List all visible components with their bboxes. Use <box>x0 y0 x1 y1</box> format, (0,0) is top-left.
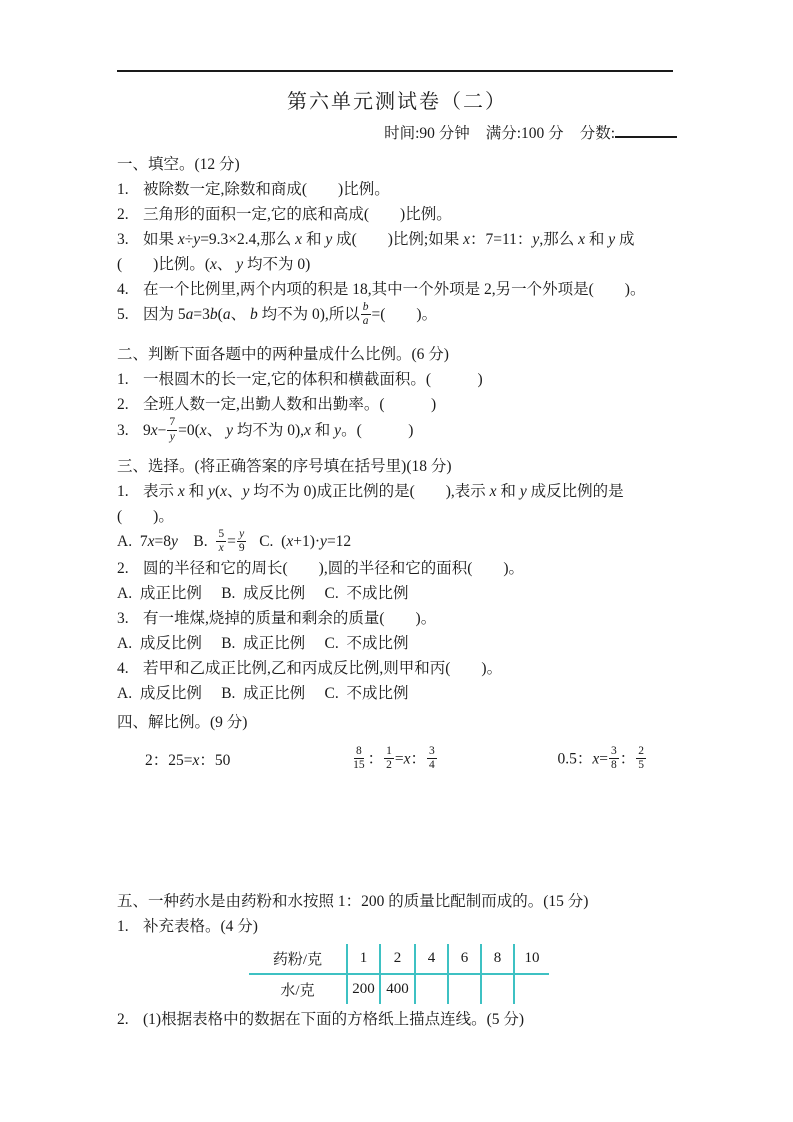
item-number: 3. <box>117 231 129 248</box>
item-text: 一根圆木的长一定,它的体积和横截面积。( ) <box>143 371 483 389</box>
choice-q1 <box>117 479 677 529</box>
section2-heading: 二、判断下面各题中的两种量成什么比例。(6 分) <box>117 346 449 364</box>
choice-q4-options <box>117 681 677 706</box>
solve-eq-3: 0.5：x= $\frac{3}{8}$ ： $\frac{2}{5}$ <box>557 744 644 771</box>
item-text: 有一堆煤,烧掉的质量和剩余的质量( )。 <box>143 610 437 628</box>
content-column <box>117 0 677 1032</box>
item-number: 4. <box>117 281 129 298</box>
item-number: 2. <box>117 396 129 414</box>
choice-q2-options <box>117 581 677 606</box>
item-text: 全班人数一定,出勤人数和出勤率。( ) <box>143 396 437 414</box>
choice-q3-options <box>117 631 677 656</box>
equations-row <box>117 735 677 777</box>
item-text: 若甲和乙成正比例,乙和丙成反比例,则甲和丙( )。 <box>143 660 503 678</box>
item-number: 1. <box>117 482 129 500</box>
powder-row <box>249 944 549 974</box>
dosage-table <box>249 944 549 1004</box>
options-text: A. 7x=8y B. $\frac{5}{x}$ = $\frac{y}{9}$ C. (x+1)·y=12 <box>117 527 352 555</box>
item-text: 在一个比例里,两个内项的积是 18,其中一个外项是 2,另一个外项是( )。 <box>143 281 646 298</box>
item-number: 1. <box>117 918 129 936</box>
solve-eq-2: $\frac{8}{15}$ ： $\frac{1}{2}$ =x： $\frac{3}{4}$ <box>353 744 435 771</box>
time-label: 时间:90 分钟 <box>384 125 470 142</box>
item-text: 因为 5a=3b(a、 b 均不为 0),所以 $\frac{b}{a}$ =( )。 <box>143 301 438 328</box>
choice-q2 <box>117 556 677 581</box>
fill-q3-line1 <box>117 227 677 252</box>
options-text: A. 成反比例 B. 成正比例 C. 不成比例 <box>117 685 409 703</box>
water-row-label: 水/克 <box>280 983 315 1000</box>
page-title: 第六单元测试卷（二） <box>287 91 507 113</box>
water-blank-cell[interactable] <box>448 974 481 1004</box>
solve-eq-1: 2：25=x：50 <box>145 752 231 770</box>
powder-value-cell: 4 <box>415 944 448 974</box>
score-blank[interactable] <box>615 121 677 138</box>
section-choice <box>117 454 677 706</box>
item-number: 4. <box>117 660 129 678</box>
section1-heading: 一、填空。(12 分) <box>117 156 240 173</box>
section5-heading: 五、一种药水是由药粉和水按照 1：200 的质量比配制而成的。(15 分) <box>117 893 589 911</box>
fill-q2 <box>117 202 677 227</box>
application-item1 <box>117 914 677 939</box>
full-marks-label: 满分:100 分 <box>485 125 564 142</box>
item-text: 补充表格。(4 分) <box>143 918 258 936</box>
powder-value-cell: 1 <box>347 944 380 974</box>
section3-heading: 三、选择。(将正确答案的序号填在括号里)(18 分) <box>117 457 452 475</box>
item-text: 三角形的面积一定,它的底和高成( )比例。 <box>143 206 452 223</box>
item-text: 9x− $\frac{7}{y}$ =0(x、 y 均不为 0),x 和 y。( ) <box>143 416 414 443</box>
water-row <box>249 974 549 1004</box>
score-label: 分数: <box>579 125 615 142</box>
options-text: A. 成反比例 B. 成正比例 C. 不成比例 <box>117 635 409 653</box>
application-item2 <box>117 1007 677 1032</box>
water-blank-cell[interactable] <box>514 974 549 1004</box>
judge-q1 <box>117 367 677 392</box>
item-number: 3. <box>117 421 129 439</box>
item-number: 3. <box>117 610 129 628</box>
options-text: A. 成正比例 B. 成反比例 C. 不成比例 <box>117 585 409 603</box>
item-text: 被除数一定,除数和商成( )比例。 <box>143 181 390 198</box>
powder-value-cell: 6 <box>448 944 481 974</box>
item-number: 2. <box>117 206 129 223</box>
item-text: ( )比例。(x、 y 均不为 0) <box>117 256 311 273</box>
exam-info-line <box>117 121 677 143</box>
fill-q4 <box>117 277 677 302</box>
powder-value-cell: 8 <box>481 944 514 974</box>
fill-q1 <box>117 177 677 202</box>
water-blank-cell[interactable] <box>415 974 448 1004</box>
item-number: 5. <box>117 306 129 324</box>
choice-q1-options <box>117 529 677 556</box>
water-value-cell: 200 <box>347 974 380 1004</box>
fill-q5 <box>117 302 677 329</box>
item-text: (1)根据表格中的数据在下面的方格纸上描点连线。(5 分) <box>143 1011 525 1029</box>
top-rule <box>117 70 673 72</box>
judge-q2 <box>117 392 677 417</box>
powder-value-cell: 2 <box>380 944 415 974</box>
fill-q3-line2 <box>117 252 677 277</box>
section-application <box>117 889 677 1032</box>
powder-row-label: 药粉/克 <box>249 944 347 974</box>
water-blank-cell[interactable] <box>481 974 514 1004</box>
section-fill-in <box>117 152 677 329</box>
powder-value-cell: 10 <box>514 944 549 974</box>
item-text: 表示 x 和 y(x、y 均不为 0)成正比例的是( ),表示 x 和 y 成反比例的是( )。 <box>117 482 624 525</box>
item-number: 1. <box>117 371 129 389</box>
item-number: 2. <box>117 560 129 578</box>
water-value-cell: 400 <box>380 974 415 1004</box>
choice-q3 <box>117 606 677 631</box>
item-number: 2. <box>117 1011 129 1029</box>
section-solve-proportion <box>117 710 677 777</box>
judge-q3 <box>117 417 677 444</box>
choice-q4 <box>117 656 677 681</box>
item-text: 如果 x÷y=9.3×2.4,那么 x 和 y 成( )比例;如果 x：7=11：y,那么 x 和 y 成 <box>143 231 635 248</box>
item-number: 1. <box>117 181 129 198</box>
section-judge <box>117 342 677 444</box>
item-text: 圆的半径和它的周长( ),圆的半径和它的面积( )。 <box>143 560 525 578</box>
section4-heading: 四、解比例。(9 分) <box>117 714 248 732</box>
